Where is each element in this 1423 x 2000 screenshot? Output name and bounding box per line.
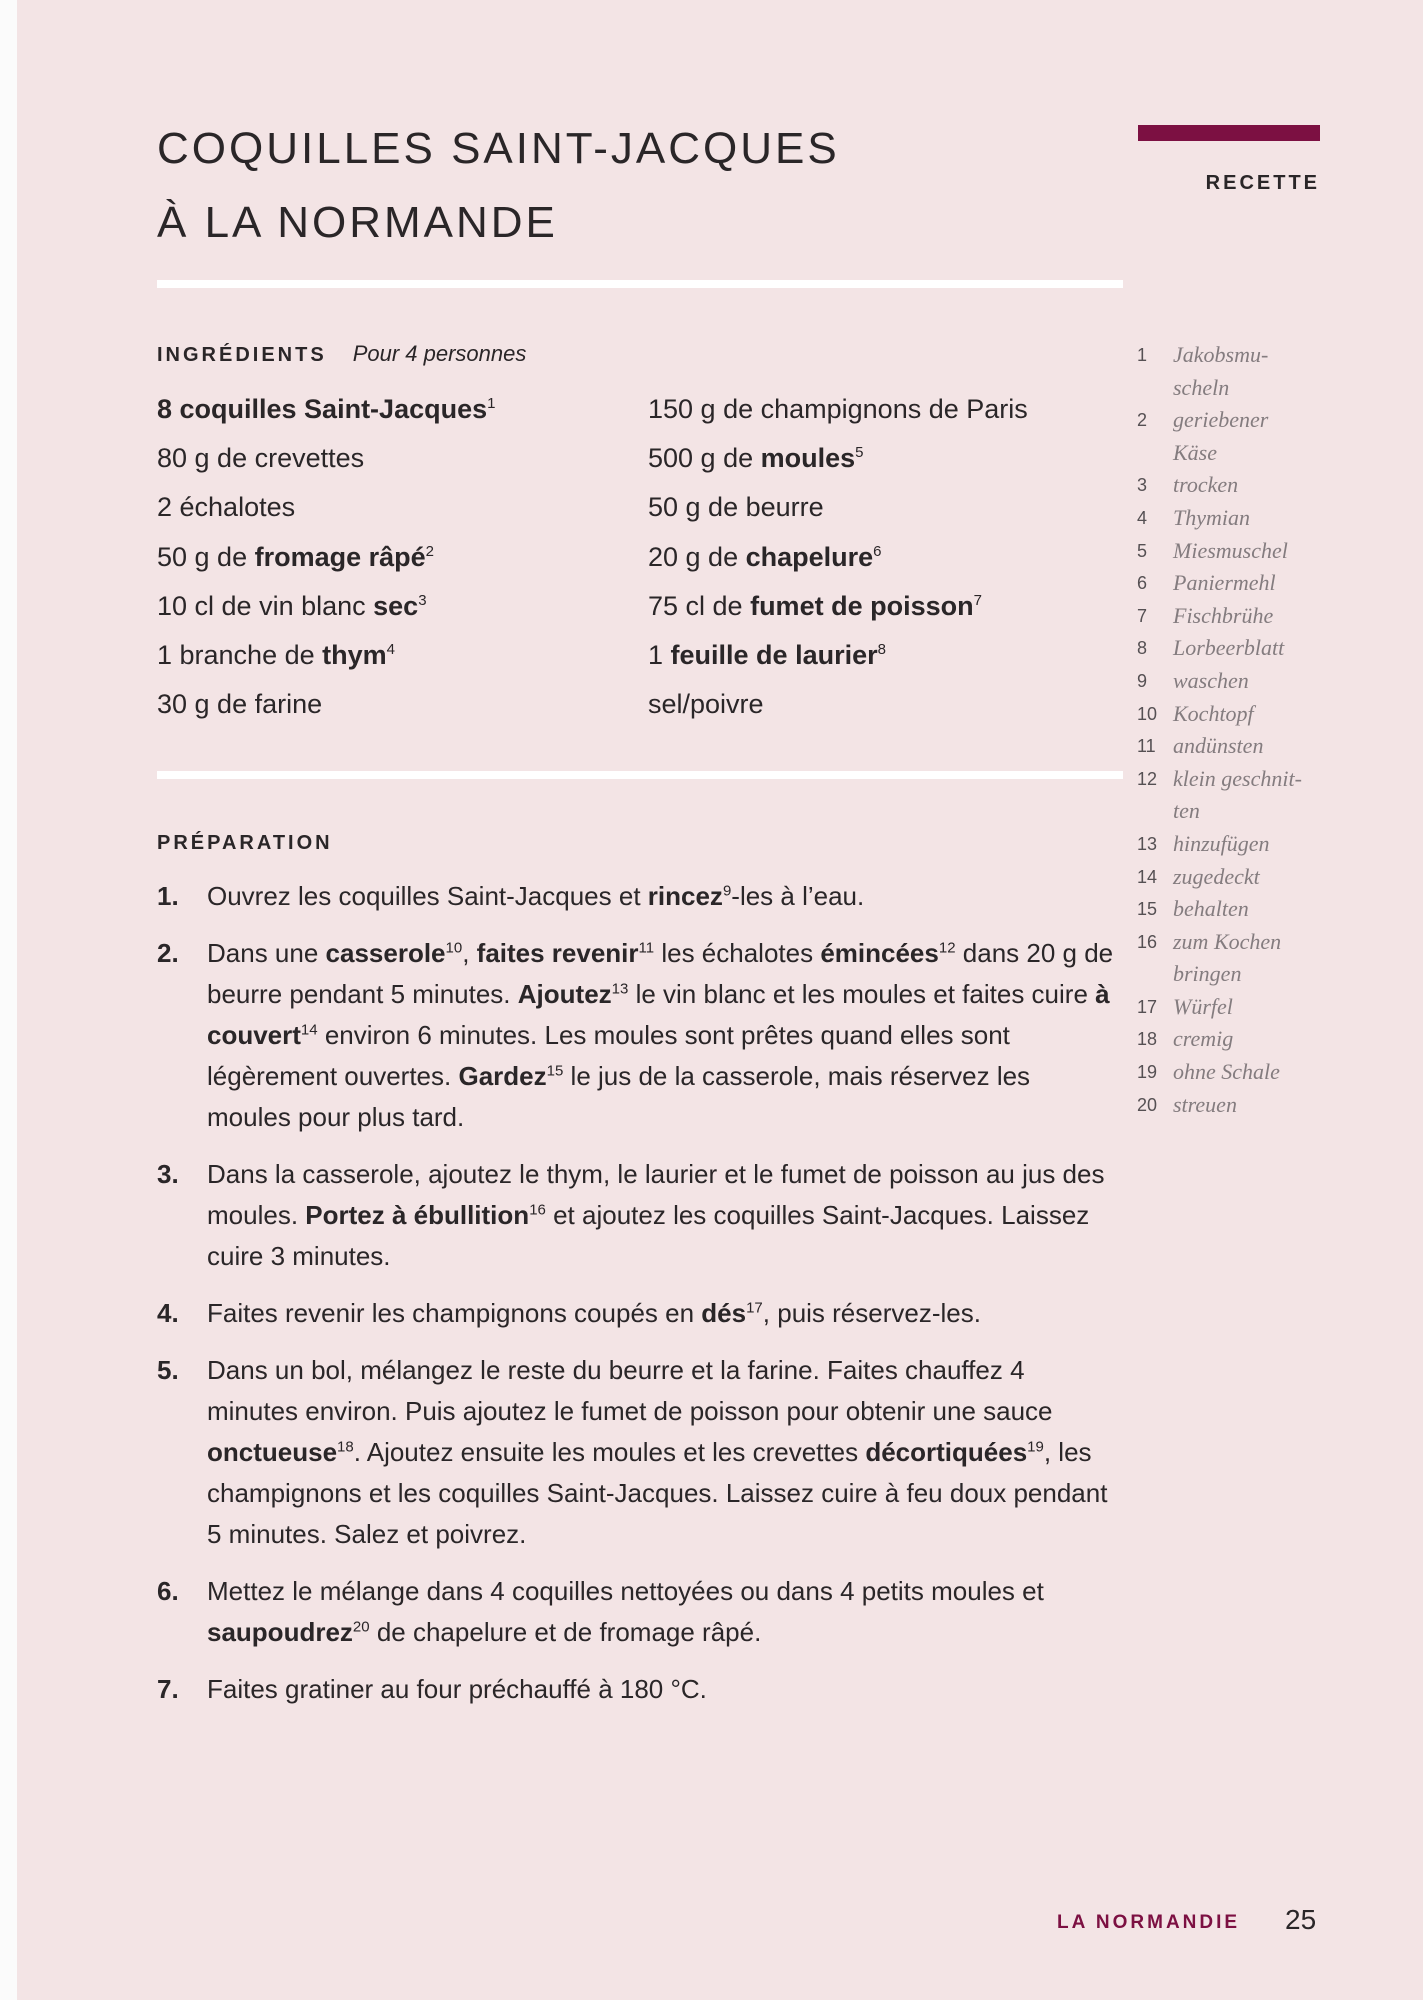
glossary-item [1137,861,1327,894]
ingredient-item [648,483,1028,532]
footnote-ref: 4 [386,641,395,659]
glossary-number: 2 [1137,410,1148,431]
ingredient-item [157,533,495,582]
glossary-line: Lorbeerblatt [1173,635,1285,661]
glossary-number: 10 [1137,703,1158,724]
ingredient-item [648,680,1028,729]
ingredient-item [648,434,1028,483]
key-term: émincées [820,938,939,968]
glossary-number: 12 [1137,768,1158,789]
glossary-sidebar [1137,339,1327,1121]
key-term: Gardez [458,1061,547,1091]
step-text [207,933,1117,1138]
step-text [207,1293,1117,1334]
footnote-ref: 14 [300,1021,318,1039]
glossary-translation [1173,632,1284,665]
glossary-line: waschen [1173,667,1249,693]
step-number: 2. [157,938,179,968]
footnote-ref: 7 [973,591,982,609]
glossary-number: 15 [1137,899,1158,920]
ingredient-text: 1 branche de [157,640,323,671]
ingredient-text: sel/poivre [648,689,764,720]
glossary-item [1137,339,1327,404]
glossary-translation [1173,926,1281,991]
step-text-run: , [462,938,477,968]
footnote-ref: 15 [546,1062,564,1080]
glossary-item [1137,404,1327,469]
ingredient-key-term: sec [373,590,419,621]
glossary-translation [1173,1089,1237,1122]
step-text-run: , les champignons et les coquilles Saint-Jacques. Laissez cuire à feu doux pendant 5 minutes. Salez et poivrez. [207,1437,1108,1549]
glossary-translation [1173,600,1273,633]
footnote-ref: 18 [337,1438,354,1456]
page-edge [0,0,17,2000]
glossary-line: klein geschnit- [1173,765,1302,791]
glossary-number: 20 [1137,1094,1158,1115]
glossary-translation [1173,535,1288,568]
ingredient-item [157,385,495,434]
glossary-translation [1173,567,1276,600]
preparation-step [157,1154,1117,1277]
step-text-run: Faites gratiner au four préchauffé à 180 °C. [207,1674,707,1704]
step-text-run: , puis réservez-les. [762,1298,981,1328]
glossary-translation [1173,404,1268,469]
glossary-translation [1173,1056,1280,1089]
glossary-translation [1173,861,1260,894]
glossary-line: cremig [1173,1026,1234,1052]
glossary-item [1137,698,1327,731]
preparation-steps [157,876,1117,1726]
step-number: 6. [157,1576,179,1606]
key-term: rincez [647,881,723,911]
ingredient-item [648,385,1028,434]
glossary-number: 9 [1137,670,1148,691]
ingredient-item [157,434,495,483]
recipe-title-line-2: À LA NORMANDE [157,198,558,247]
glossary-line: ohne Schale [1173,1059,1280,1085]
ingredient-item [648,631,1028,680]
glossary-translation [1173,763,1302,828]
key-term: Ajoutez [517,979,612,1009]
glossary-item [1137,991,1327,1024]
glossary-item [1137,665,1327,698]
glossary-number: 13 [1137,833,1158,854]
step-text [207,1350,1117,1555]
glossary-line: geriebener [1173,407,1269,433]
glossary-line: Thymian [1173,504,1250,530]
glossary-item [1137,1056,1327,1089]
ingredient-text: 80 g de crevettes [157,443,365,474]
ingredient-text: 20 g de [648,541,746,572]
glossary-number: 3 [1137,475,1148,496]
glossary-number: 6 [1137,573,1148,594]
preparation-step [157,1350,1117,1555]
glossary-line: ten [1173,798,1200,824]
preparation-step [157,1293,1117,1334]
glossary-line: Kochtopf [1173,700,1254,726]
ingredient-key-term: moules [760,443,856,474]
step-text-run: dans 20 g de beurre pendant 5 minutes. [207,938,1114,1009]
ingredient-text: 150 g de champignons de Paris [648,394,1028,424]
footnote-ref: 19 [1027,1438,1044,1456]
glossary-item [1137,893,1327,926]
step-text-run: Dans la casserole, ajoutez le thym, le laurier et le fumet de poisson au jus des moules. [207,1159,1105,1230]
step-text-run: -les à l’eau. [731,881,865,911]
footnote-ref: 17 [746,1299,763,1317]
key-term: casserole [325,938,446,968]
glossary-number: 5 [1137,540,1148,561]
glossary-translation [1173,698,1254,731]
ingredients-list-right [648,385,1028,729]
ingredient-item [157,680,495,729]
glossary-number: 16 [1137,931,1158,952]
footer-region: LA NORMANDIE [1057,1912,1241,1933]
preparation-step [157,1669,1117,1710]
glossary-translation [1173,730,1263,763]
glossary-line: behalten [1173,896,1249,922]
glossary-item [1137,567,1327,600]
ingredient-key-term: chapelure [745,541,874,572]
key-term: onctueuse [207,1437,338,1467]
step-text-run: . Ajoutez ensuite les moules et les crevettes [353,1437,866,1467]
footnote-ref: 6 [873,542,882,560]
glossary-item [1137,1023,1327,1056]
footnote-ref: 3 [418,591,427,609]
glossary-line: scheln [1173,374,1230,400]
glossary-number: 4 [1137,507,1148,528]
step-number: 3. [157,1159,179,1189]
key-term: Portez à ébullition [305,1200,530,1230]
step-text-run: le jus de la casserole, mais réservez les moules pour plus tard. [207,1061,1031,1132]
glossary-number: 17 [1137,996,1158,1017]
glossary-item [1137,502,1327,535]
accent-bar [1138,125,1320,141]
step-text-run: environ 6 minutes. Les moules sont prêtes quand elles sont légèrement ouvertes. [207,1020,1010,1091]
step-text-run: de chapelure et de fromage râpé. [369,1617,762,1647]
step-number: 7. [157,1674,179,1704]
step-text-run: Ouvrez les coquilles Saint-Jacques et [207,881,648,911]
step-text [207,1154,1117,1277]
glossary-line: andünsten [1173,733,1264,759]
key-term: à couvert [207,979,1110,1050]
preparation-step [157,933,1117,1138]
ingredient-text: 500 g de [648,443,761,474]
ingredient-text: 10 cl de vin blanc [157,590,374,621]
footnote-ref: 20 [352,1618,370,1636]
key-term: saupoudrez [207,1617,353,1647]
glossary-number: 18 [1137,1029,1158,1050]
glossary-translation [1173,1023,1233,1056]
category-label: RECETTE [1205,172,1320,194]
glossary-line: hinzufügen [1173,830,1270,856]
step-text [207,876,1117,917]
preparation-step [157,876,1117,917]
step-text-run: les échalotes [654,938,821,968]
key-term: décortiquées [865,1437,1028,1467]
glossary-item [1137,730,1327,763]
glossary-item [1137,632,1327,665]
ingredient-text: 50 g de [157,541,255,572]
glossary-number: 11 [1137,736,1156,757]
ingredient-text: 75 cl de [648,590,751,621]
glossary-line: zum Kochen [1173,928,1282,954]
step-text-run: Mettez le mélange dans 4 coquilles nettoyées ou dans 4 petits moules et [207,1576,1044,1606]
glossary-line: Fischbrühe [1173,602,1274,628]
ingredient-item [648,582,1028,631]
ingredient-item [157,483,495,532]
footnote-ref: 5 [855,444,864,462]
ingredient-key-term: fumet de poisson [750,590,974,621]
glossary-number: 19 [1137,1062,1158,1083]
ingredient-text: 1 [648,640,671,671]
preparation-step [157,1571,1117,1653]
glossary-line: trocken [1173,472,1239,498]
glossary-line: Jakobsmu- [1173,342,1269,367]
step-text-run: Dans une [207,938,326,968]
glossary-line: bringen [1173,961,1242,987]
ingredient-key-term: 8 coquilles Saint-Jacques [157,394,488,424]
divider-top [157,280,1123,288]
glossary-translation [1173,665,1249,698]
step-text [207,1571,1117,1653]
glossary-number: 14 [1137,866,1158,887]
step-text-run: le vin blanc et les moules et faites cuire [628,979,1096,1009]
glossary-number: 7 [1137,605,1148,626]
glossary-item [1137,600,1327,633]
footnote-ref: 9 [722,882,732,900]
ingredient-item [648,533,1028,582]
ingredients-header [157,341,526,367]
recipe-page [17,0,1423,2000]
glossary-translation [1173,339,1268,404]
glossary-number: 8 [1137,638,1148,659]
footnote-ref: 2 [425,542,434,560]
ingredient-key-term: thym [322,640,387,671]
ingredients-label: INGRÉDIENTS [157,344,327,366]
glossary-translation [1173,469,1238,502]
ingredient-item [157,631,495,680]
glossary-number: 1 [1137,345,1148,365]
glossary-item [1137,469,1327,502]
footnote-ref: 1 [487,395,496,412]
step-text [207,1669,1117,1710]
footnote-ref: 16 [529,1201,546,1219]
step-number: 5. [157,1355,179,1385]
ingredient-key-term: feuille de laurier [670,640,878,671]
glossary-line: Miesmuschel [1173,537,1288,563]
glossary-translation [1173,828,1270,861]
glossary-line: Käse [1173,439,1217,465]
servings-note: Pour 4 personnes [352,341,527,366]
ingredient-text: 50 g de beurre [648,492,824,523]
step-number: 1. [157,881,179,911]
glossary-line: zugedeckt [1173,863,1260,889]
key-term: dés [701,1298,747,1328]
footnote-ref: 12 [938,939,956,957]
footnote-ref: 10 [445,939,463,957]
ingredient-text: 30 g de farine [157,689,323,720]
glossary-translation [1173,502,1250,535]
footnote-ref: 8 [877,641,886,659]
ingredient-item [157,582,495,631]
ingredients-list-left [157,385,495,729]
glossary-item [1137,1089,1327,1122]
recipe-title [157,112,840,260]
step-text-run: Dans un bol, mélangez le reste du beurre et la farine. Faites chauffez 4 minutes environ. Puis ajoutez le fumet de poisson pour obtenir une sauce [207,1355,1053,1426]
glossary-translation [1173,893,1249,926]
glossary-translation [1173,991,1233,1024]
recipe-title-line-1: COQUILLES SAINT-JACQUES [157,124,840,173]
footnote-ref: 13 [611,980,629,998]
glossary-line: Paniermehl [1173,570,1276,596]
divider-middle [157,771,1123,779]
glossary-item [1137,926,1327,991]
step-text-run: et ajoutez les coquilles Saint-Jacques. Laissez cuire 3 minutes. [207,1200,1090,1271]
glossary-line: streuen [1173,1091,1237,1117]
step-text-run: Faites revenir les champignons coupés en [207,1298,702,1328]
glossary-item [1137,763,1327,828]
preparation-label: PRÉPARATION [157,832,333,854]
glossary-line: Würfel [1173,993,1233,1019]
glossary-item [1137,828,1327,861]
footnote-ref: 11 [638,939,655,957]
ingredient-key-term: fromage râpé [254,541,426,572]
step-number: 4. [157,1298,179,1328]
glossary-item [1137,535,1327,568]
page-number: 25 [1285,1904,1317,1935]
ingredient-text: 2 échalotes [157,492,296,523]
key-term: faites revenir [476,938,639,968]
